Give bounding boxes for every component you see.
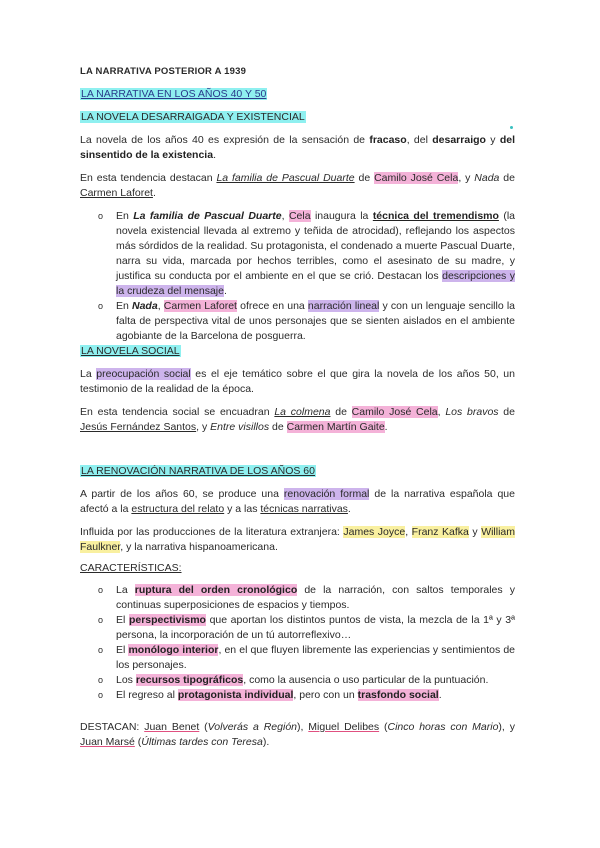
section-heading-40-50: LA NARRATIVA EN LOS AÑOS 40 Y 50 — [81, 88, 267, 100]
subsection-existencial: LA NOVELA DESARRAIGADA Y EXISTENCIAL — [81, 111, 305, 123]
list-item: o El perspectivismo que aportan los distintos puntos de vista, la mezcla de la 1ª y 3ª persona, la incorporación de un tú autorreflexivo… — [98, 614, 515, 641]
paragraph-influida: Influida por las producciones de la literatura extranjera: James Joyce, Franz Kafka y William Faulkner, y la narrativa hispanoamericana. — [80, 526, 516, 553]
caracteristicas-label: CARACTERÍSTICAS: — [80, 562, 182, 574]
list-item: o La ruptura del orden cronológico de la narración, con saltos temporales y continuas superposiciones de espacios y tiempos. — [98, 584, 515, 611]
paragraph-social: La preocupación social es el eje temático sobre el que gira la novela de los años 50, un testimonio de la realidad de la época. — [80, 368, 515, 395]
section-heading-social: LA NOVELA SOCIAL — [81, 345, 180, 357]
paragraph-destacan-50: En esta tendencia social se encuadran La colmena de Camilo José Cela, Los bravos de Jesús Fernández Santos, y Entre visillos de Carmen Martín Gaite. — [80, 406, 515, 433]
section-heading-60: LA RENOVACIÓN NARRATIVA DE LOS AÑOS 60 — [81, 465, 315, 477]
paragraph-renovacion: A partir de los años 60, se produce una renovación formal de la narrativa española que afectó a la estructura del relato y a las técnicas narrativas. — [80, 488, 515, 515]
list-item: o Los recursos tipográficos, como la ausencia o uso particular de la puntuación. — [98, 674, 489, 686]
list-item: o En Nada, Carmen Laforet ofrece en una narración lineal y con un lenguaje sencillo la falta de perspectiva vital de unos personajes que se sienten aislados en el ambiente agobiante de la Barcelona de posguerra. — [98, 300, 515, 342]
paragraph-novela-40: La novela de los años 40 es expresión de la sensación de fracaso, del desarraigo y del sinsentido de la existencia. — [80, 134, 515, 161]
list-caracteristicas — [80, 583, 515, 703]
paragraph-destacan-40: En esta tendencia destacan La familia de Pascual Duarte de Camilo José Cela, y Nada de Carmen Laforet. — [80, 172, 515, 199]
list-item: o El monólogo interior, en el que fluyen libremente las experiencias y sentimientos de los personajes. — [98, 644, 515, 671]
paragraph-destacan-60: DESTACAN: Juan Benet (Volverás a Región), Miguel Delibes (Cinco horas con Mario), y Juan Marsé (Últimas tardes con Teresa). — [80, 721, 515, 748]
list-item: o En La familia de Pascual Duarte, Cela inaugura la técnica del tremendismo (la novela existencial llevada al extremo y teñida de atrocidad), reflejando los aspectos más sórdidos de la realidad. Su protagonista, el condenado a muerte Pascual Duarte, narra su vida, marcada por hechos terribles, como el asesinato de su madre, y justifica su conducta por el ambiente en el que se crió. Destacan los descripciones y la crudeza del mensaje. — [98, 210, 516, 297]
document-title: LA NARRATIVA POSTERIOR A 1939 — [80, 66, 247, 77]
list-obras-40 — [80, 209, 515, 344]
stray-mark — [510, 126, 513, 129]
list-item: o El regreso al protagonista individual, pero con un trasfondo social. — [98, 689, 442, 701]
